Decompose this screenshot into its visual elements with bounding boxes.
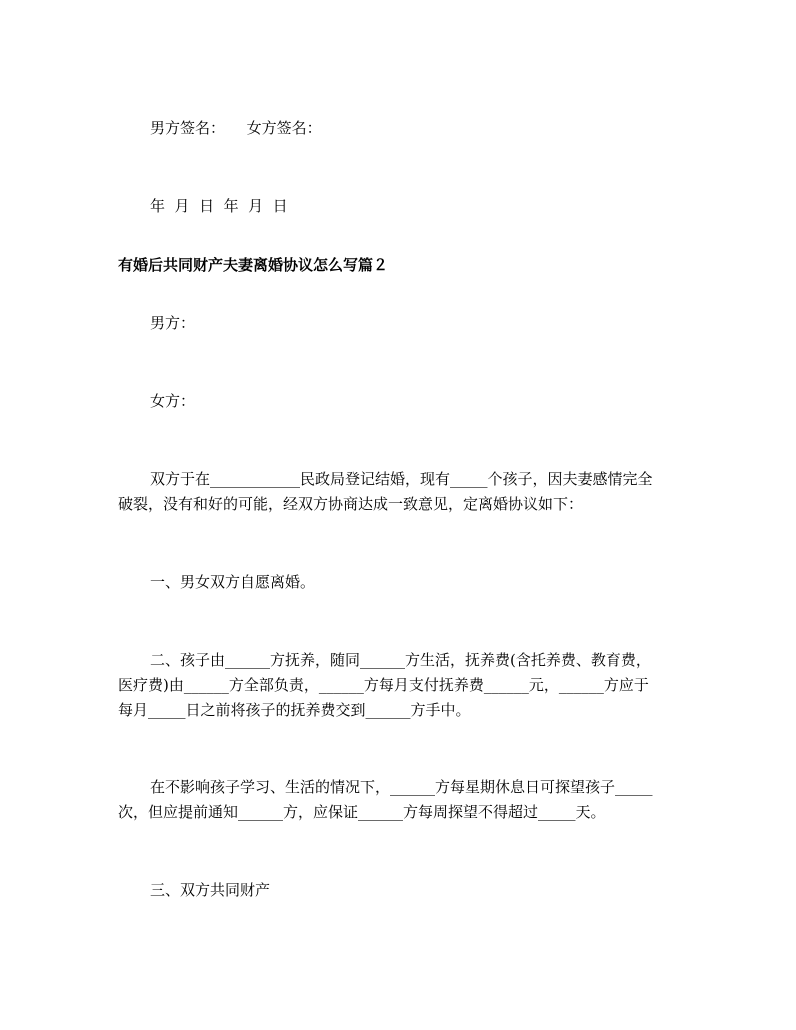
clause-2-line-1: 二、孩子由______方抚养，随同______方生活，抚养费(含托养费、教育费， (150, 651, 651, 669)
male-party-label: 男方： (150, 314, 196, 332)
date-line: 年 月 日 年 月 日 (150, 197, 288, 215)
clause-2-line-2: 医疗费)由______方全部负责，______方每月支付抚养费______元，______方应于 (118, 676, 649, 694)
male-signature-label: 男方签名： (150, 119, 226, 137)
visitation-line-2: 次，但应提前通知______方，应保证______方每周探望不得超过_____天。 (118, 803, 606, 821)
intro-paragraph-line-2: 破裂，没有和好的可能，经双方协商达成一致意见，定离婚协议如下： (118, 495, 584, 513)
visitation-line-1: 在不影响孩子学习、生活的情况下，______方每星期休息日可探望孩子_____ (150, 778, 653, 796)
signature-line (118, 118, 678, 138)
female-party-label: 女方： (150, 392, 196, 410)
clause-2-line-3: 每月_____日之前将孩子的抚养费交到______方手中。 (118, 701, 471, 719)
intro-paragraph-line-1: 双方于在____________民政局登记结婚，现有_____个孩子，因夫妻感情完全 (150, 470, 653, 488)
clause-1: 一、男女双方自愿离婚。 (150, 573, 316, 591)
female-signature-label: 女方签名： (246, 119, 322, 137)
section-title: 有婚后共同财产夫妻离婚协议怎么写篇２ (118, 256, 389, 274)
clause-3: 三、双方共同财产 (150, 881, 271, 899)
